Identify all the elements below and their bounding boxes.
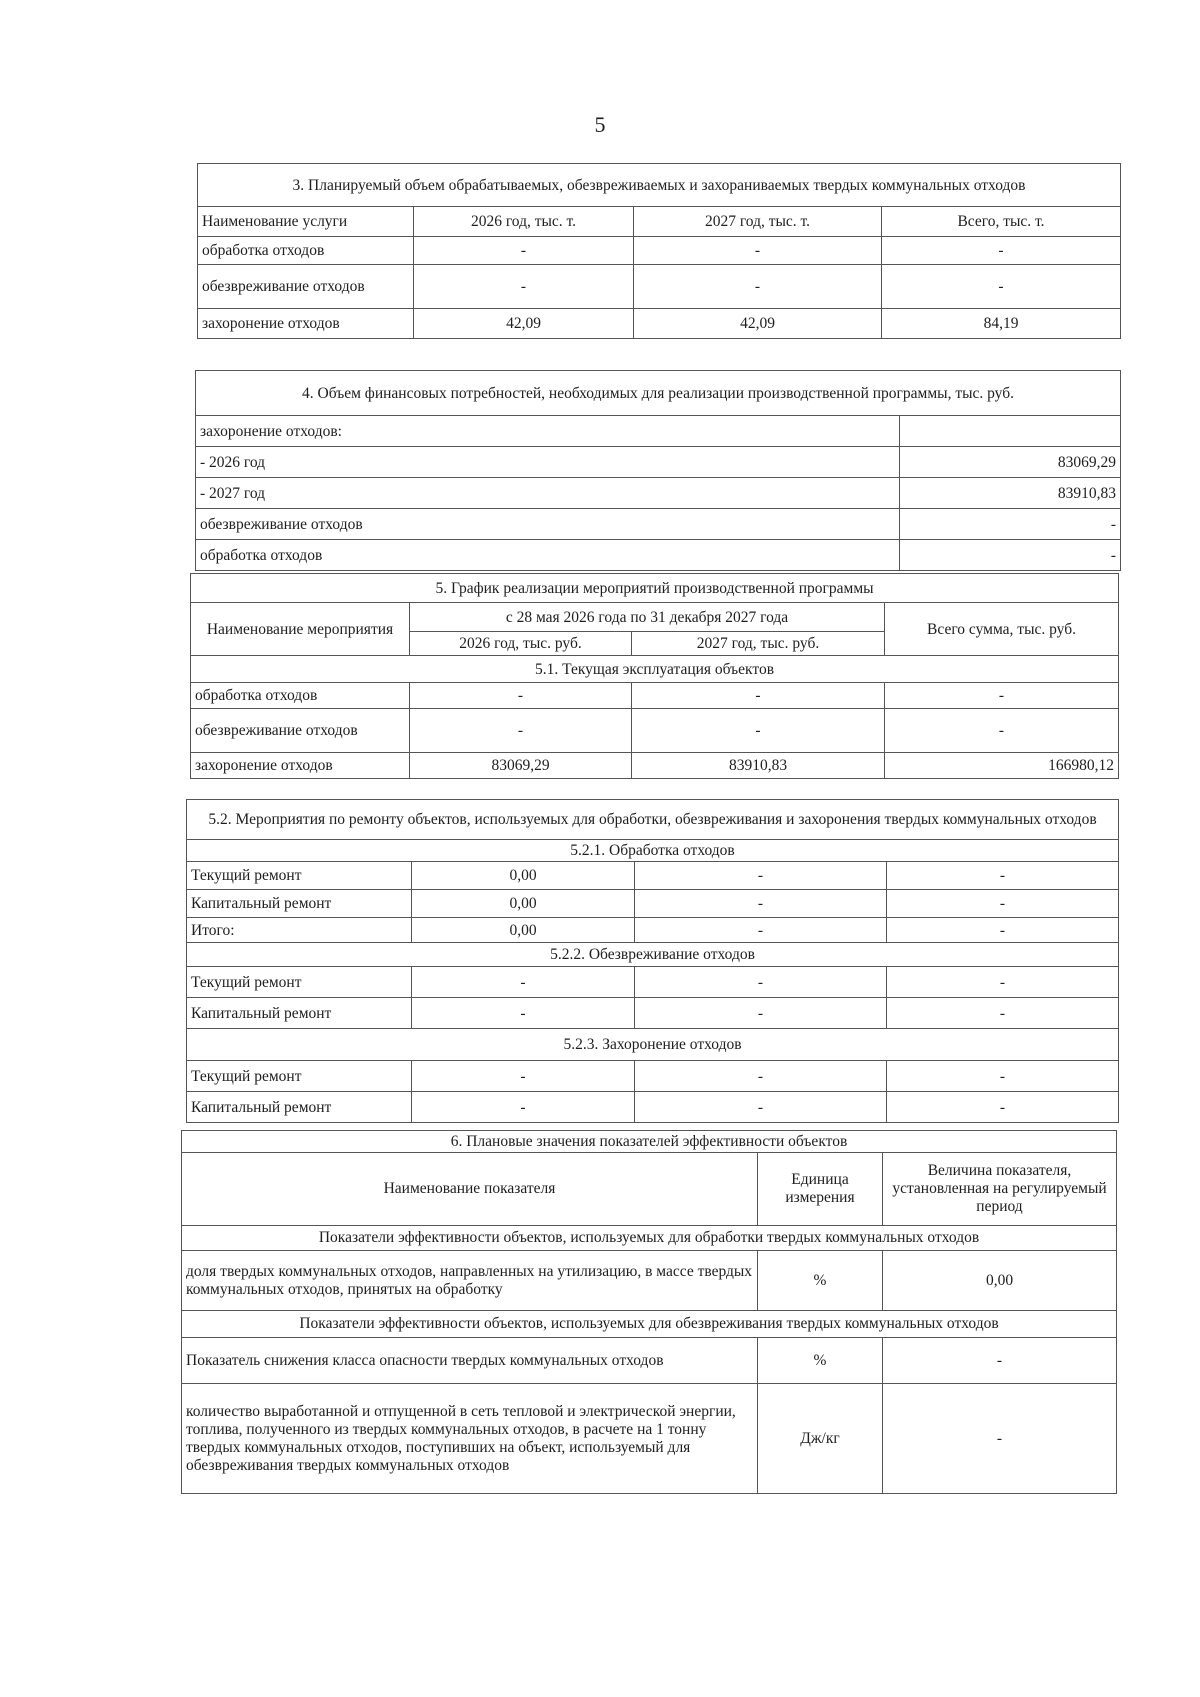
row-label: обработка отходов — [198, 237, 414, 265]
table-row — [187, 967, 1119, 998]
value-cell: - — [635, 862, 887, 890]
indicator-group-processing: Показатели эффективности объектов, используемых для обработки твердых коммунальных отходов — [182, 1226, 1117, 1251]
value-cell: 0,00 — [412, 862, 635, 890]
row-label: захоронение отходов — [191, 753, 410, 779]
value-cell: 166980,12 — [885, 753, 1119, 779]
value-cell: - — [635, 918, 887, 943]
section-5-title: 5. График реализации мероприятий производственной программы — [191, 574, 1119, 603]
value-cell: - — [410, 683, 632, 709]
row-label: доля твердых коммунальных отходов, направленных на утилизацию, в массе твердых коммунальных отходов, принятых на обработку — [182, 1251, 758, 1311]
row-label: обезвреживание отходов — [196, 509, 900, 540]
header-service-name: Наименование услуги — [198, 207, 414, 237]
header-activity-name: Наименование мероприятия — [191, 603, 410, 656]
row-label: обезвреживание отходов — [191, 709, 410, 753]
value-cell: - — [882, 237, 1121, 265]
value-cell: - — [887, 862, 1119, 890]
row-label: Капитальный ремонт — [187, 1092, 412, 1123]
unit-cell: % — [758, 1251, 883, 1311]
repair-activities-table — [186, 799, 1119, 1123]
planned-volume-table — [197, 163, 1121, 339]
header-2026: 2026 год, тыс. руб. — [410, 632, 632, 656]
value-cell: 0,00 — [883, 1251, 1117, 1311]
header-2026: 2026 год, тыс. т. — [414, 207, 634, 237]
table-row — [196, 478, 1121, 509]
header-total-sum: Всего сумма, тыс. руб. — [885, 603, 1119, 656]
value-cell: 42,09 — [414, 309, 634, 339]
value-cell: - — [634, 265, 882, 309]
table-row — [187, 998, 1119, 1029]
value-cell: - — [885, 709, 1119, 753]
row-label: Текущий ремонт — [187, 1061, 412, 1092]
value-cell: - — [410, 709, 632, 753]
section-5-1-title: 5.1. Текущая эксплуатация объектов — [191, 656, 1119, 683]
row-label: - 2027 год — [196, 478, 900, 509]
value-cell: 42,09 — [634, 309, 882, 339]
row-label: захоронение отходов: — [196, 416, 900, 447]
table-row — [198, 237, 1121, 265]
value-cell: - — [635, 1061, 887, 1092]
table-row — [187, 1061, 1119, 1092]
value-cell: - — [412, 1061, 635, 1092]
table-row — [182, 1338, 1117, 1384]
value-cell: - — [887, 1061, 1119, 1092]
header-total: Всего, тыс. т. — [882, 207, 1121, 237]
value-cell: - — [635, 998, 887, 1029]
row-label: Капитальный ремонт — [187, 890, 412, 918]
value-cell: - — [885, 683, 1119, 709]
table-row — [196, 447, 1121, 478]
value-cell: - — [882, 265, 1121, 309]
row-label: Показатель снижения класса опасности твердых коммунальных отходов — [182, 1338, 758, 1384]
value-cell: 0,00 — [412, 918, 635, 943]
section-6-title: 6. Плановые значения показателей эффективности объектов — [182, 1131, 1117, 1153]
header-unit: Единица измерения — [758, 1153, 883, 1226]
header-2027: 2027 год, тыс. руб. — [632, 632, 885, 656]
value-cell: - — [414, 237, 634, 265]
section-5-2-1-title: 5.2.1. Обработка отходов — [187, 840, 1119, 862]
section-5-2-title: 5.2. Мероприятия по ремонту объектов, используемых для обработки, обезвреживания и захоронения твердых коммунальных отходов — [187, 800, 1119, 840]
value-cell: 83069,29 — [410, 753, 632, 779]
indicator-group-neutralization: Показатели эффективности объектов, используемых для обезвреживания твердых коммунальных отходов — [182, 1311, 1117, 1338]
row-label: обработка отходов — [196, 540, 900, 571]
value-cell: - — [883, 1384, 1117, 1494]
page-number: 5 — [594, 112, 606, 137]
value-cell: 84,19 — [882, 309, 1121, 339]
table-row — [191, 753, 1119, 779]
value-cell: 83069,29 — [900, 447, 1121, 478]
row-label: обезвреживание отходов — [198, 265, 414, 309]
table-row — [198, 309, 1121, 339]
section-3-title: 3. Планируемый объем обрабатываемых, обезвреживаемых и захораниваемых твердых коммунальных отходов — [198, 164, 1121, 207]
value-cell: - — [887, 1092, 1119, 1123]
unit-cell: Дж/кг — [758, 1384, 883, 1494]
table-row — [182, 1384, 1117, 1494]
table-row — [196, 509, 1121, 540]
value-cell: 0,00 — [412, 890, 635, 918]
value-cell: - — [635, 1092, 887, 1123]
value-cell: - — [412, 967, 635, 998]
header-2027: 2027 год, тыс. т. — [634, 207, 882, 237]
value-cell: - — [635, 890, 887, 918]
row-label: Капитальный ремонт — [187, 998, 412, 1029]
value-cell: - — [887, 890, 1119, 918]
table-row — [187, 890, 1119, 918]
value-cell: - — [900, 540, 1121, 571]
value-cell: - — [887, 998, 1119, 1029]
unit-cell: % — [758, 1338, 883, 1384]
table-row — [196, 416, 1121, 447]
table-row — [196, 540, 1121, 571]
value-cell: - — [635, 967, 887, 998]
header-indicator-name: Наименование показателя — [182, 1153, 758, 1226]
table-row — [187, 1092, 1119, 1123]
row-label: захоронение отходов — [198, 309, 414, 339]
value-cell: - — [887, 967, 1119, 998]
value-cell: 83910,83 — [900, 478, 1121, 509]
row-label: - 2026 год — [196, 447, 900, 478]
efficiency-indicators-table — [181, 1130, 1117, 1494]
section-5-2-2-title: 5.2.2. Обезвреживание отходов — [187, 943, 1119, 967]
value-cell: - — [900, 509, 1121, 540]
value-cell: - — [414, 265, 634, 309]
row-label: Текущий ремонт — [187, 967, 412, 998]
value-cell: - — [412, 998, 635, 1029]
table-row — [191, 683, 1119, 709]
section-4-title: 4. Объем финансовых потребностей, необходимых для реализации производственной программы, тыс. руб. — [196, 371, 1121, 416]
row-label: обработка отходов — [191, 683, 410, 709]
financial-needs-table — [195, 370, 1121, 571]
value-cell: - — [632, 709, 885, 753]
value-cell: - — [412, 1092, 635, 1123]
table-row — [191, 709, 1119, 753]
section-5-2-3-title: 5.2.3. Захоронение отходов — [187, 1029, 1119, 1061]
value-cell: - — [887, 918, 1119, 943]
table-row — [182, 1251, 1117, 1311]
row-label: количество выработанной и отпущенной в сеть тепловой и электрической энергии, топлива, полученного из твердых коммунальных отходов, в расчете на 1 тонну твердых коммунальных отходов, поступивших на объект, используемый для обезвреживания твердых коммунальных отходов — [182, 1384, 758, 1494]
header-value: Величина показателя, установленная на регулируемый период — [883, 1153, 1117, 1226]
header-period: с 28 мая 2026 года по 31 декабря 2027 года — [410, 603, 885, 632]
value-cell — [900, 416, 1121, 447]
table-row — [198, 265, 1121, 309]
table-row — [187, 862, 1119, 890]
row-label: Итого: — [187, 918, 412, 943]
value-cell: - — [883, 1338, 1117, 1384]
value-cell: 83910,83 — [632, 753, 885, 779]
schedule-table — [190, 573, 1119, 779]
row-label: Текущий ремонт — [187, 862, 412, 890]
value-cell: - — [632, 683, 885, 709]
value-cell: - — [634, 237, 882, 265]
table-row — [187, 918, 1119, 943]
